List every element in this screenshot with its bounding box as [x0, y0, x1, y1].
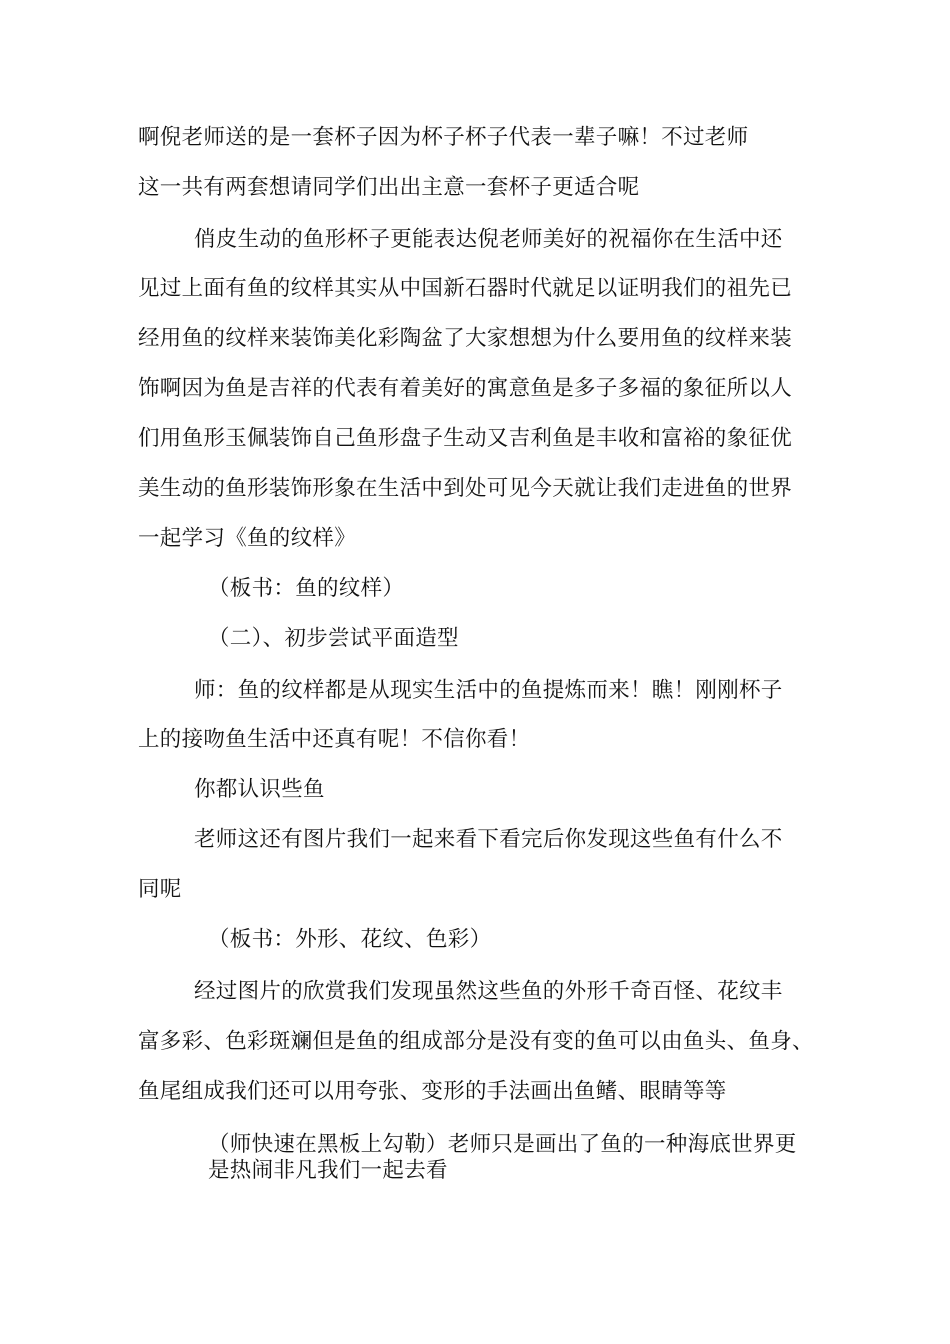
paragraph-line: 俏皮生动的鱼形杯子更能表达倪老师美好的祝福你在生活中还: [194, 227, 783, 252]
paragraph-line: 美生动的鱼形装饰形象在生活中到处可见今天就让我们走进鱼的世界: [138, 476, 793, 501]
paragraph-line: 经用鱼的纹样来装饰美化彩陶盆了大家想想为什么要用鱼的纹样来装: [138, 326, 793, 351]
blackboard-note: （板书：外形、花纹、色彩）: [208, 927, 492, 952]
paragraph-line: 饰啊因为鱼是吉祥的代表有着美好的寓意鱼是多子多福的象征所以人: [138, 376, 793, 401]
paragraph-line: （师快速在黑板上勾勒）老师只是画出了鱼的一种海底世界更: [208, 1132, 797, 1157]
paragraph-line: 经过图片的欣赏我们发现虽然这些鱼的外形千奇百怪、花纹丰: [194, 979, 783, 1004]
paragraph-line: 你都认识些鱼: [194, 777, 325, 802]
paragraph-line: 这一共有两套想请同学们出出主意一套杯子更适合呢: [138, 175, 640, 200]
paragraph-line: 啊倪老师送的是一套杯子因为杯子杯子代表一辈子嘛！不过老师: [138, 125, 749, 150]
paragraph-line: 富多彩、色彩斑斓但是鱼的组成部分是没有变的鱼可以由鱼头、鱼身、: [138, 1029, 814, 1054]
blackboard-note: （板书：鱼的纹样）: [208, 576, 405, 601]
paragraph-line: 们用鱼形玉佩装饰自己鱼形盘子生动又吉利鱼是丰收和富裕的象征优: [138, 426, 793, 451]
section-heading: （二）、初步尝试平面造型: [208, 626, 459, 651]
paragraph-line: 同呢: [138, 877, 182, 902]
paragraph-line: 师：鱼的纹样都是从现实生活中的鱼提炼而来！瞧！刚刚杯子: [194, 678, 783, 703]
paragraph-line: 一起学习《鱼的纹样》: [138, 526, 357, 551]
paragraph-line: 上的接吻鱼生活中还真有呢！不信你看！: [138, 727, 531, 752]
paragraph-line: 见过上面有鱼的纹样其实从中国新石器时代就足以证明我们的祖先已: [138, 276, 793, 301]
paragraph-line: 鱼尾组成我们还可以用夸张、变形的手法画出鱼鳍、眼睛等等: [138, 1079, 727, 1104]
paragraph-line: 老师这还有图片我们一起来看下看完后你发现这些鱼有什么不: [194, 827, 783, 852]
paragraph-line: 是热闹非凡我们一起去看: [208, 1158, 448, 1183]
